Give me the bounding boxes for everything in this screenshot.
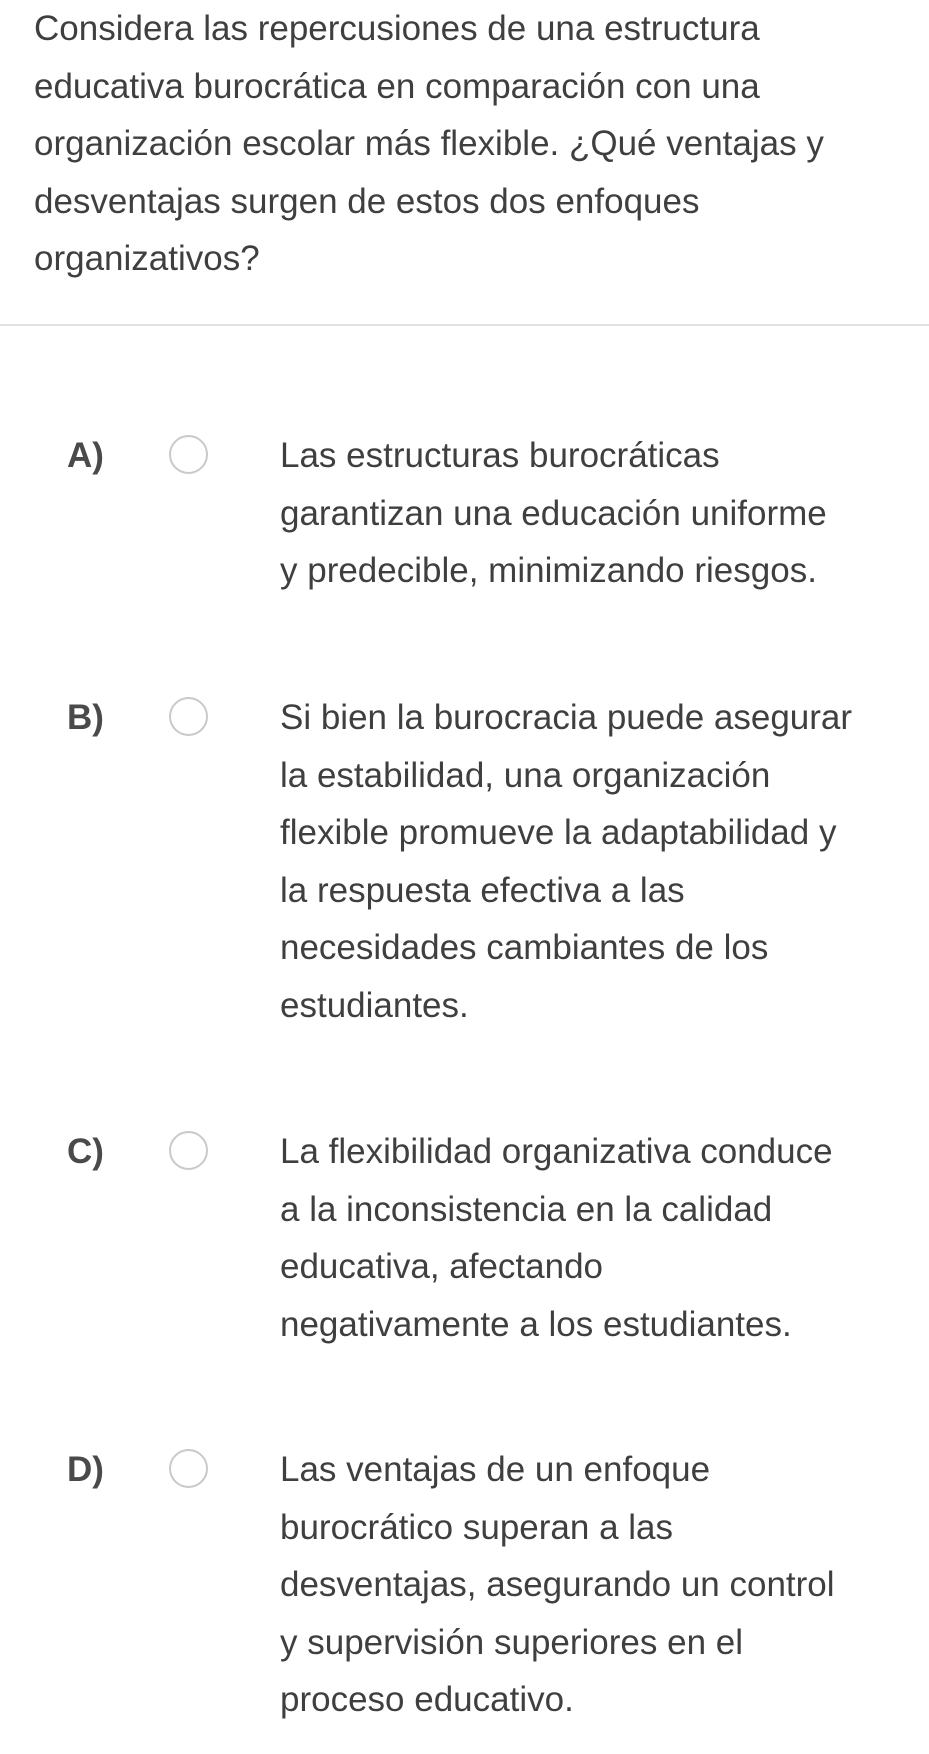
radio-button-a[interactable] xyxy=(169,435,208,474)
option-line: negativamente a los estudiantes. xyxy=(280,1304,792,1344)
option-text[interactable] xyxy=(280,427,880,600)
option-line: desventajas, asegurando un control xyxy=(280,1565,835,1604)
option-line: educativa, afectando xyxy=(280,1247,604,1286)
option-line: la respuesta efectiva a las xyxy=(280,870,685,910)
option-line: la estabilidad, una organización xyxy=(280,755,771,795)
option-line: proceso educativo. xyxy=(280,1680,574,1719)
question-line: desventajas surgen de estos dos enfoques xyxy=(34,181,700,221)
option-line: garantizan una educación uniforme xyxy=(280,493,827,533)
radio-button-c[interactable] xyxy=(169,1131,208,1170)
option-text[interactable] xyxy=(280,689,880,1034)
option-letter: A) xyxy=(67,436,104,475)
option-letter: C) xyxy=(67,1132,104,1171)
option-text[interactable] xyxy=(280,1123,880,1353)
question-text xyxy=(34,0,874,288)
option-line: Las ventajas de un enfoque xyxy=(280,1450,711,1489)
option-line: estudiantes. xyxy=(280,985,469,1025)
question-line: educativa burocrática en comparación con una xyxy=(34,66,760,106)
question-line: organización escolar más flexible. ¿Qué ventajas y xyxy=(34,124,824,163)
option-letter: B) xyxy=(67,698,104,737)
option-line: burocrático superan a las xyxy=(280,1507,673,1547)
option-letter: D) xyxy=(67,1450,104,1489)
question-divider xyxy=(0,324,929,326)
option-text[interactable] xyxy=(280,1441,880,1729)
question-line: Considera las repercusiones de una estructura xyxy=(34,9,760,48)
option-line: necesidades cambiantes de los xyxy=(280,928,769,967)
option-line: Si bien la burocracia puede asegurar xyxy=(280,698,853,737)
option-line: La flexibilidad organizativa conduce xyxy=(280,1132,833,1171)
option-line: Las estructuras burocráticas xyxy=(280,436,720,475)
question-line: organizativos? xyxy=(34,239,260,278)
option-line: a la inconsistencia en la calidad xyxy=(280,1189,773,1229)
option-line: y predecible, minimizando riesgos. xyxy=(280,551,817,590)
option-line: y supervisión superiores en el xyxy=(280,1622,744,1662)
radio-button-d[interactable] xyxy=(169,1449,208,1488)
radio-button-b[interactable] xyxy=(169,697,208,736)
option-line: flexible promueve la adaptabilidad y xyxy=(280,813,837,852)
